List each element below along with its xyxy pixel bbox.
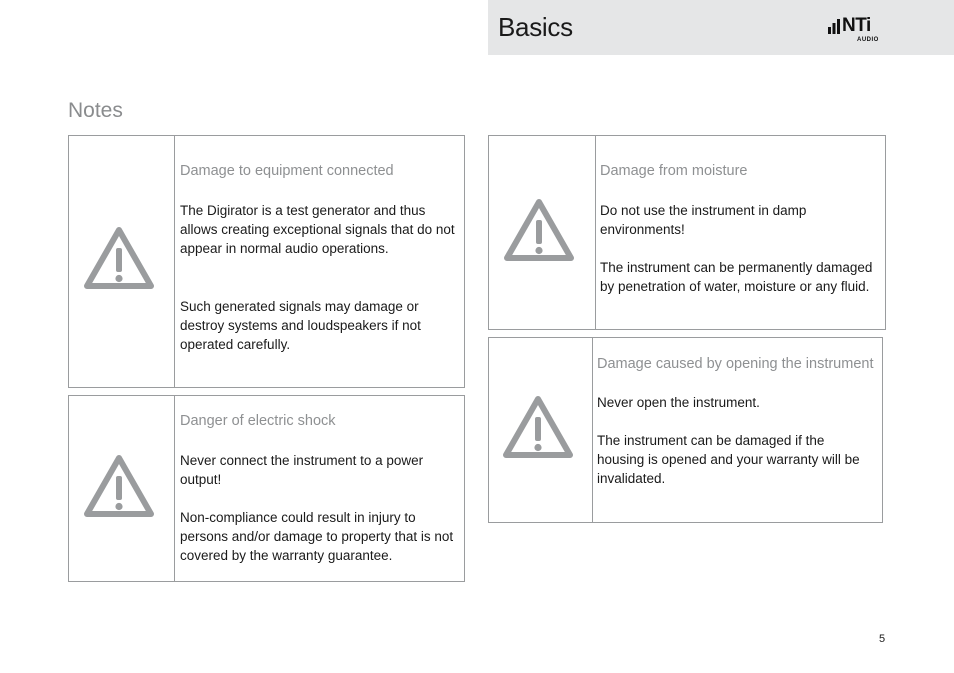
note-paragraph: Never connect the instrument to a power output!	[180, 453, 424, 487]
warning-triangle-icon	[81, 224, 157, 292]
section-title: Notes	[68, 99, 123, 122]
note-paragraph: Such generated signals may damage or destroy systems and loudspeakers if not operated carefully.	[180, 299, 421, 352]
nti-audio-logo	[828, 15, 888, 44]
note-box-moisture	[488, 135, 886, 330]
note-box-equipment-damage	[68, 135, 465, 388]
note-paragraph: The Digirator is a test generator and thus allows creating exceptional signals that do not appear in normal audio operations.	[180, 203, 455, 256]
note-box-electric-shock	[68, 395, 465, 582]
page-title: Basics	[498, 12, 573, 42]
note-paragraph: The instrument can be permanently damaged by penetration of water, moisture or any fluid.	[600, 260, 873, 294]
warning-triangle-icon	[501, 196, 577, 264]
note-heading: Damage caused by opening the instrument	[597, 356, 874, 372]
logo-bars-icon	[828, 18, 842, 34]
note-paragraph: The instrument can be damaged if the housing is opened and your warranty will be invalidated.	[597, 433, 860, 486]
page-number: 5	[879, 633, 886, 645]
note-heading: Damage from moisture	[600, 163, 748, 179]
warning-triangle-icon	[81, 452, 157, 520]
warning-triangle-icon	[500, 393, 576, 461]
note-paragraph: Non-compliance could result in injury to persons and/or damage to property that is not covered by the warranty guarantee.	[180, 510, 454, 563]
note-paragraph: Never open the instrument.	[597, 395, 760, 410]
logo-text: NTi	[842, 15, 871, 36]
note-heading: Danger of electric shock	[180, 413, 336, 429]
header-bar	[488, 0, 954, 55]
note-box-opening-instrument	[488, 337, 883, 523]
note-heading: Damage to equipment connected	[180, 163, 394, 179]
note-paragraph: Do not use the instrument in damp environments!	[600, 203, 807, 237]
logo-subtext: AUDIO	[857, 37, 879, 43]
